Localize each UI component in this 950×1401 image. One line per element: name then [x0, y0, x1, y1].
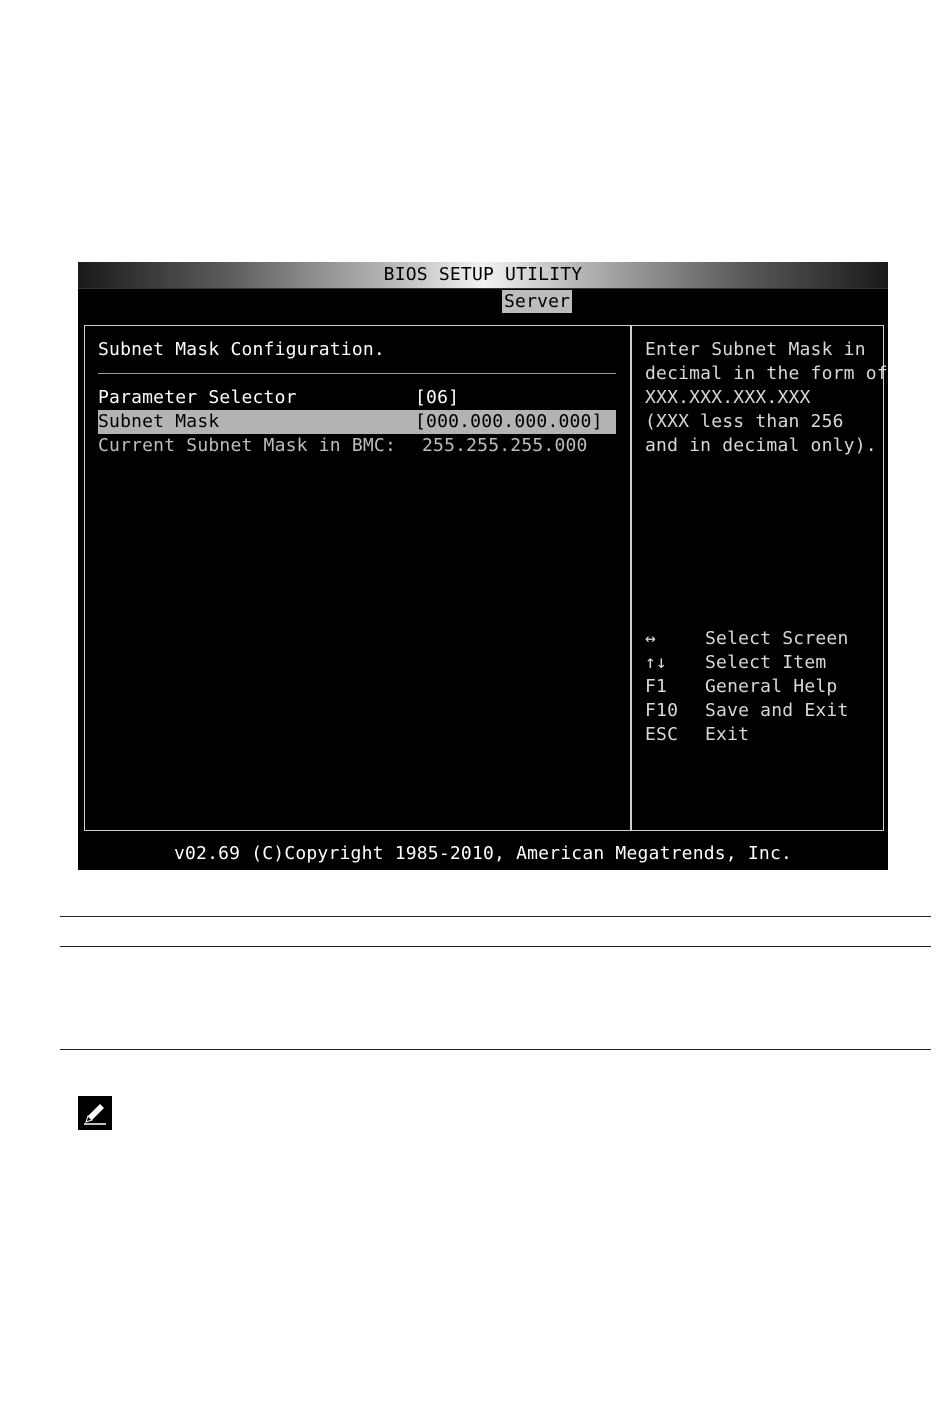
- pencil-note-icon: [78, 1096, 112, 1130]
- bios-setup-screen: [78, 262, 888, 870]
- setting-label: Subnet Mask: [98, 411, 220, 432]
- setting-subnet-mask[interactable]: [98, 410, 616, 434]
- key-name: ↑↓: [645, 652, 668, 673]
- setting-value[interactable]: [06]: [415, 387, 460, 408]
- help-line: and in decimal only).: [645, 435, 877, 456]
- key-name: ↔: [645, 628, 657, 649]
- key-name: F10: [645, 700, 679, 721]
- help-line: decimal in the form of: [645, 363, 888, 384]
- key-description: Select Item: [705, 652, 827, 673]
- setting-label: Parameter Selector: [98, 387, 297, 408]
- key-description: Select Screen: [705, 628, 849, 649]
- tab-server[interactable]: Server: [504, 291, 571, 312]
- setting-label: Current Subnet Mask in BMC:: [98, 435, 396, 456]
- setting-value[interactable]: [000.000.000.000]: [415, 411, 603, 432]
- setting-parameter-selector[interactable]: [98, 386, 616, 410]
- settings-pane: [84, 325, 632, 831]
- bios-copyright-footer: v02.69 (C)Copyright 1985-2010, American Megatrends, Inc.: [173, 843, 793, 864]
- document-rule: [60, 916, 931, 917]
- bios-title: BIOS SETUP UTILITY: [383, 264, 583, 285]
- section-divider: [98, 373, 616, 374]
- setting-current-subnet-mask: [98, 434, 616, 458]
- document-rule: [60, 1049, 931, 1050]
- section-title: Subnet Mask Configuration.: [98, 339, 385, 360]
- setting-value: 255.255.255.000: [422, 435, 588, 456]
- key-name: F1: [645, 676, 668, 697]
- key-description: Save and Exit: [705, 700, 849, 721]
- help-line: Enter Subnet Mask in: [645, 339, 866, 360]
- help-line: (XXX less than 256: [645, 411, 844, 432]
- key-description: General Help: [705, 676, 838, 697]
- document-rule: [60, 946, 931, 947]
- bios-title-bar: [78, 262, 888, 289]
- help-line: XXX.XXX.XXX.XXX: [645, 387, 811, 408]
- key-description: Exit: [705, 724, 750, 745]
- help-pane: [630, 325, 888, 831]
- key-name: ESC: [645, 724, 679, 745]
- help-text: [645, 338, 888, 458]
